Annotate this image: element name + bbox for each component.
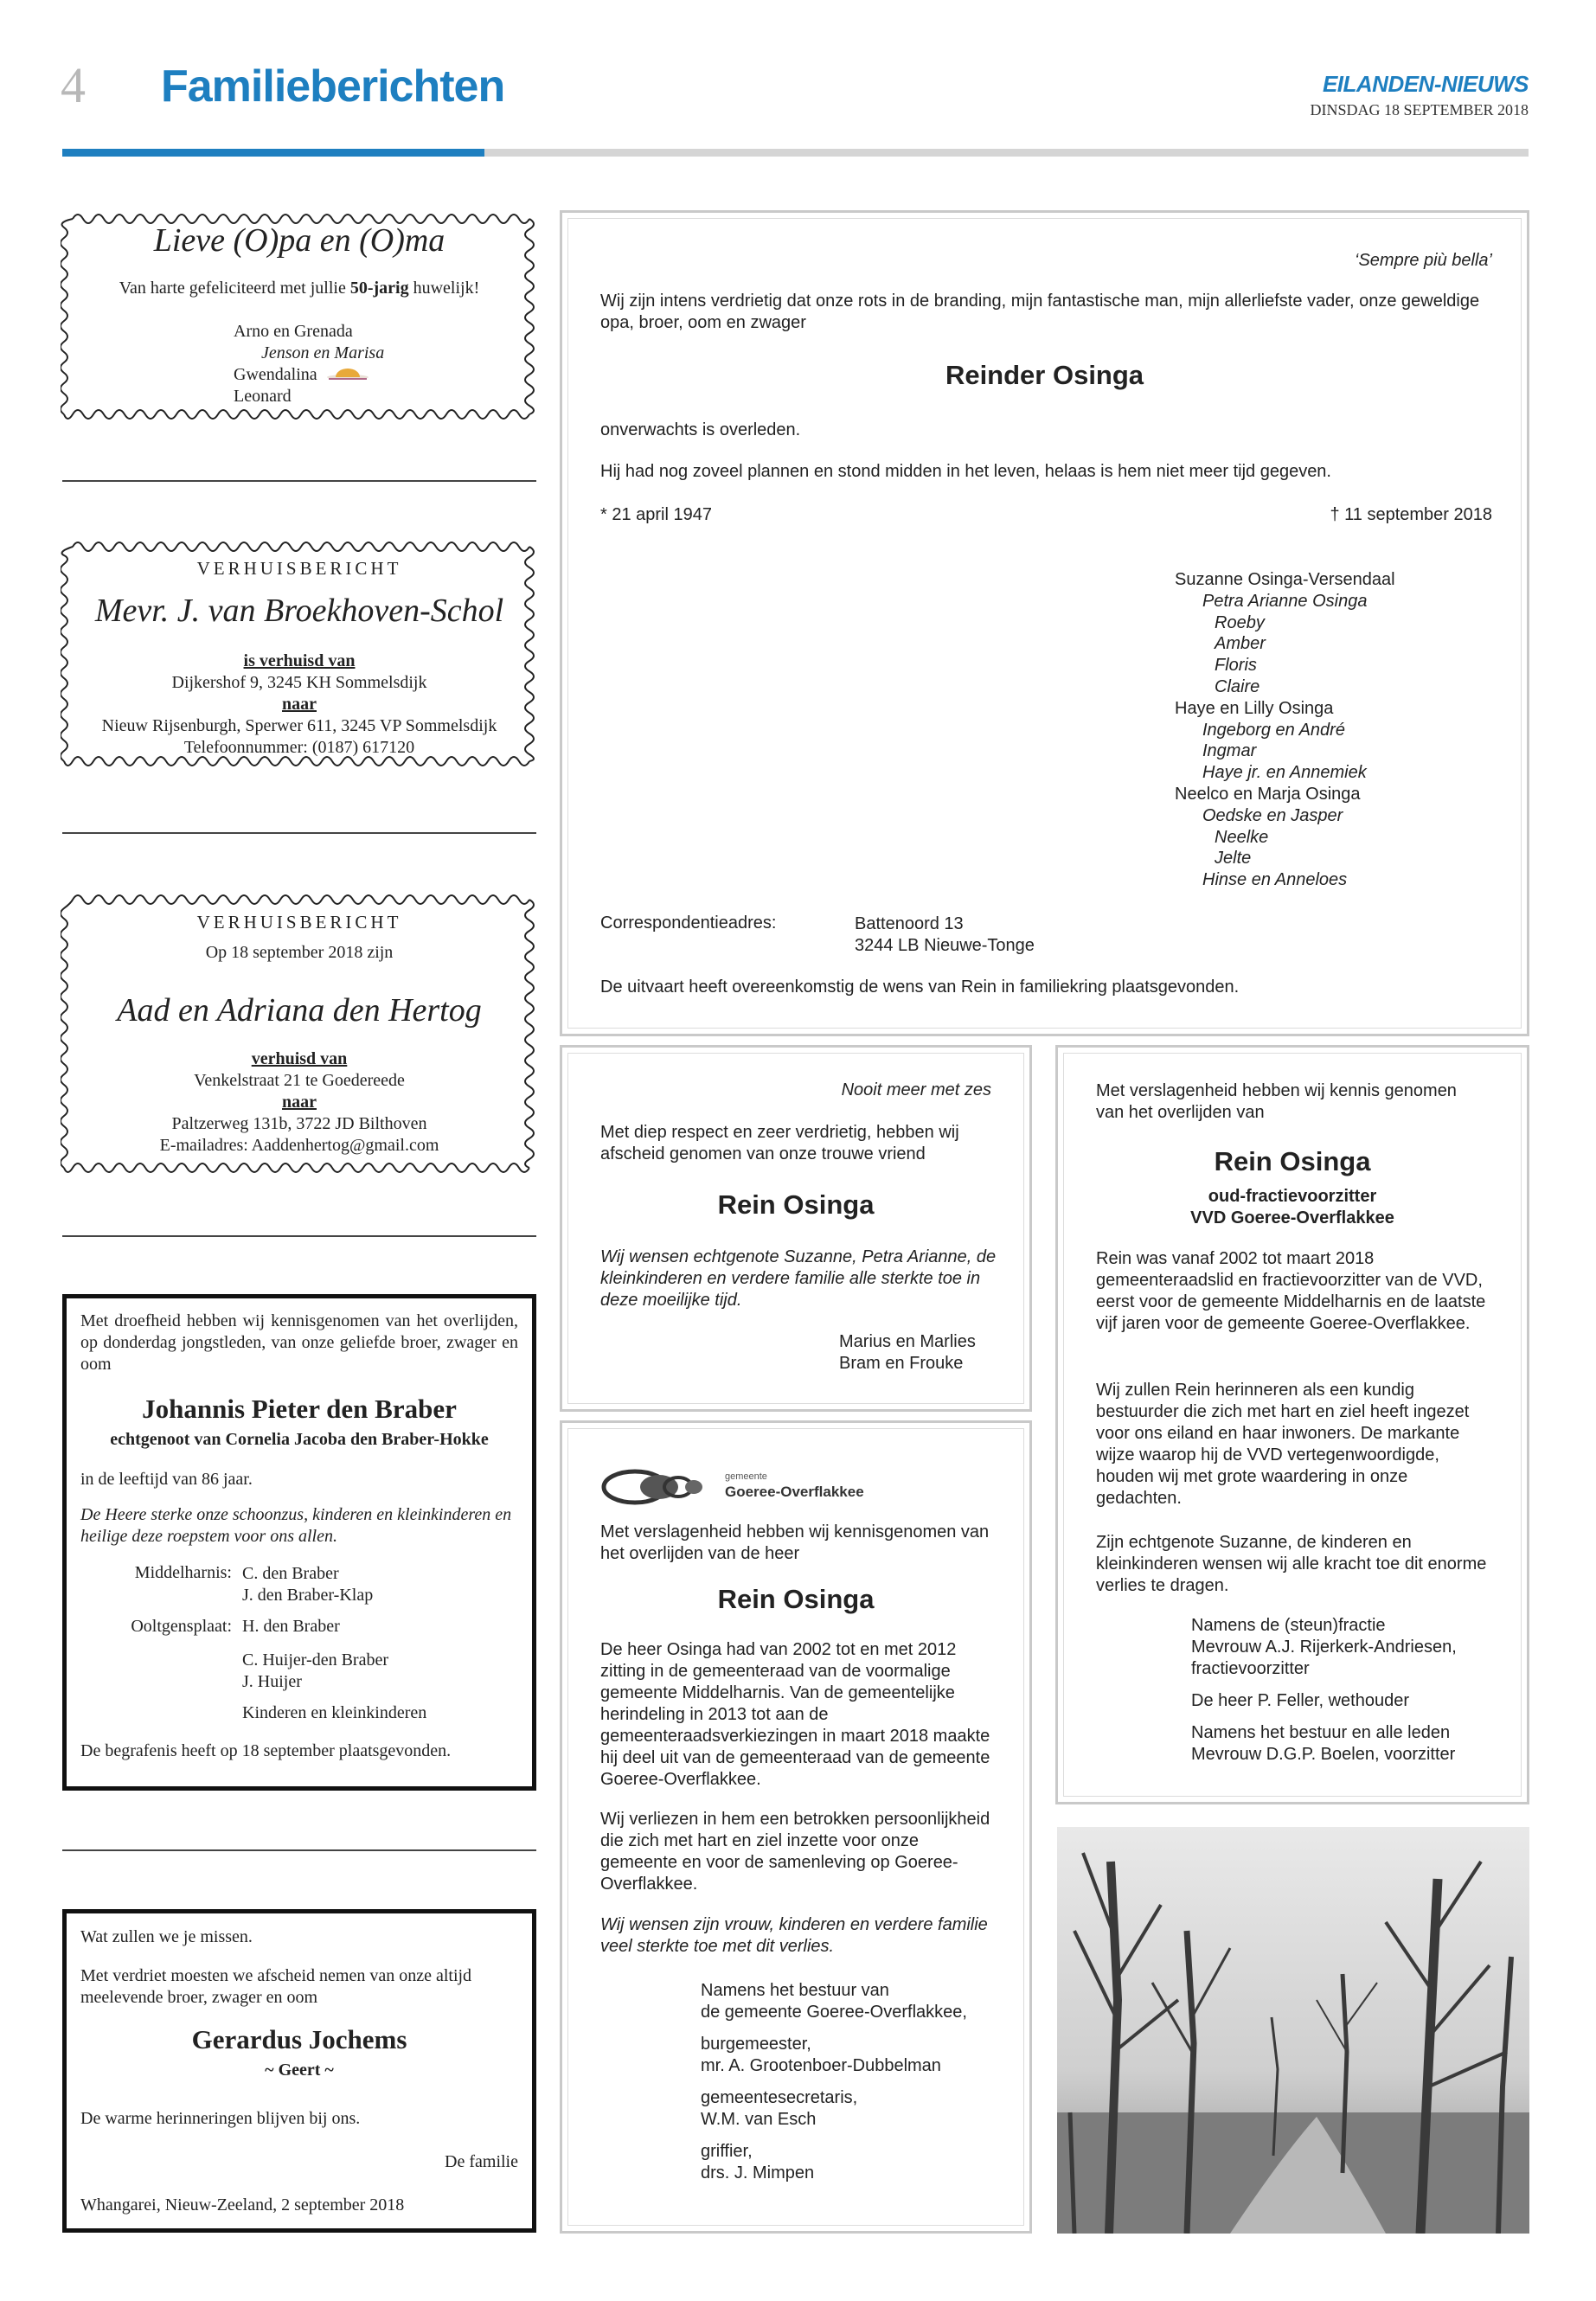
ad-vvd — [1055, 1045, 1529, 1804]
verhuis-1-body — [64, 651, 535, 759]
from-address: Dijkershof 9, 3245 KH Sommelsdijk — [171, 673, 427, 692]
jochems-line1: Wat zullen we je missen. — [80, 1927, 253, 1946]
verhuis-1-name: Mevr. J. van Broekhoven-Schol — [94, 593, 504, 629]
name-line: Arno en Grenada — [234, 322, 353, 341]
greeting-bold: 50-jarig — [349, 279, 409, 298]
verhuis-1-label: VERHUISBERICHT — [196, 558, 402, 579]
municipality-name: Rein Osinga — [717, 1584, 875, 1614]
newspaper-logo: EILANDEN-NIEUWS — [1322, 71, 1529, 97]
to-label: naar — [282, 1093, 317, 1112]
jochems-place-date: Whangarei, Nieuw-Zeeland, 2 september 2018 — [80, 2195, 405, 2214]
corr-line: Battenoord 13 — [855, 914, 964, 933]
jochems-signed: De familie — [445, 2152, 518, 2171]
friend-motto: Nooit meer met zes — [841, 1080, 991, 1099]
section-title: Familieberichten — [161, 61, 505, 112]
friend-wish: Wij wensen echtgenote Suzanne, Petra Arianne, de kleinkinderen en verdere familie alle sterkte toe in deze moeilijke tijd. — [600, 1247, 997, 1310]
vvd-intro: Met verslagenheid hebben wij kennis genomen van het overlijden van — [1096, 1081, 1457, 1122]
page-number: 4 — [61, 57, 86, 113]
corr-line: 3244 LB Nieuwe-Tonge — [855, 936, 1035, 955]
municipality-signatures — [701, 1980, 967, 2184]
ad-den-braber — [62, 1294, 536, 1791]
den-braber-age: in de leeftijd van 86 jaar. — [80, 1470, 253, 1489]
municipality-p1: De heer Osinga had van 2002 tot en met 2012 zitting in de gemeenteraad van de voormalige gemeente Middelharnis. Van de gemeentelijke herindeling in 2013 tot aan de gemeenteraadsverkiezingen in maart 2018 maakte hij deel uit van de gemeenteraad van de gemeente Goeree-Overflakkee. — [600, 1640, 990, 1789]
family-member: Jelte — [1215, 849, 1252, 868]
signature-line: Namens de (steun)fractie — [1191, 1616, 1386, 1635]
vvd-signatures — [1191, 1615, 1457, 1766]
signature-line: mr. A. Grootenboer-Dubbelman — [701, 2056, 941, 2075]
moved-from-label: verhuisd van — [251, 1049, 348, 1068]
jochems-line2: Met verdriet moesten we afscheid nemen van onze altijd meelevende broer, zwager en oom — [80, 1966, 472, 2007]
municipality-logo-small: gemeente — [725, 1471, 767, 1482]
main-born: * 21 april 1947 — [600, 505, 712, 524]
friend-name: Rein Osinga — [717, 1189, 875, 1220]
verhuis-2-date: Op 18 september 2018 zijn — [205, 943, 394, 962]
signature-line: W.M. van Esch — [701, 2110, 817, 2129]
ad-jochems — [62, 1909, 536, 2233]
family-member: Haye jr. en Annemiek — [1202, 763, 1367, 783]
forest-photo — [1057, 1827, 1529, 2234]
municipality-intro: Met verslagenheid hebben wij kennisgenomen van het overlijden van de heer — [600, 1522, 990, 1563]
main-name: Reinder Osinga — [945, 360, 1144, 390]
ad-reinder-osinga — [560, 210, 1529, 1036]
family-member: Amber — [1215, 634, 1266, 654]
name-line: Leonard — [234, 387, 292, 406]
relative-name: C. den Braber — [242, 1564, 339, 1583]
ooltgensplaat-names: H. den Braber — [242, 1617, 340, 1636]
verhuis-2-body — [64, 1048, 535, 1157]
role-line: VVD Goeree-Overflakkee — [1190, 1208, 1394, 1227]
relative-name: J. Huijer — [242, 1672, 302, 1691]
family-member: Ingmar — [1202, 741, 1257, 761]
verhuis-2-name: Aad en Adriana den Hertog — [117, 992, 482, 1029]
name-line: Gwendalina — [234, 364, 384, 386]
from-address: Venkelstraat 21 te Goedereede — [194, 1071, 405, 1090]
den-braber-intro: Met droefheid hebben wij kennisgenomen van het overlijden, op donderdag jongstleden, van onze geliefde broer, zwager en oom — [80, 1311, 518, 1374]
municipality-p2: Wij verliezen in hem een betrokken persoonlijkheid die zich met hart en ziel inzette voor onze gemeente en voor de samenleving op Goeree-Overflakkee. — [600, 1810, 990, 1894]
jochems-name: Gerardus Jochems — [191, 2024, 407, 2054]
family-member: Oedske en Jasper — [1202, 805, 1343, 825]
signature-line: burgemeester, — [701, 2035, 811, 2054]
family-member: Floris — [1215, 656, 1257, 676]
vvd-name: Rein Osinga — [1214, 1146, 1371, 1176]
family-member: Petra Arianne Osinga — [1202, 591, 1368, 611]
role-line: oud-fractievoorzitter — [1208, 1187, 1377, 1206]
corr-label: Correspondentieadres: — [600, 913, 777, 933]
vvd-p3: Zijn echtgenote Suzanne, de kinderen en kleinkinderen wensen wij alle kracht toe dit enorme verlies te dragen. — [1096, 1533, 1487, 1595]
anniversary-names — [234, 321, 384, 407]
separator — [62, 832, 536, 834]
relative-name: J. den Braber-Klap — [242, 1586, 374, 1605]
signature-line: Mevrouw D.G.P. Boelen, voorzitter — [1191, 1745, 1456, 1764]
verhuis-2-label: VERHUISBERICHT — [196, 912, 402, 933]
ad-municipality — [560, 1420, 1032, 2234]
header-rule-blue — [62, 149, 484, 157]
signature-line: de gemeente Goeree-Overflakkee, — [701, 2003, 967, 2022]
vvd-role — [1058, 1186, 1527, 1229]
name-line: Jenson en Marisa — [261, 343, 385, 362]
sunset-icon — [325, 366, 370, 385]
den-braber-subtitle: echtgenoot van Cornelia Jacoba den Braber-Hokke — [110, 1430, 489, 1449]
signature-line: Marius en Marlies — [839, 1332, 976, 1351]
place-ooltgensplaat: Ooltgensplaat: — [131, 1617, 232, 1636]
main-motto: ‘Sempre più bella’ — [1355, 251, 1492, 270]
jochems-memory: De warme herinneringen blijven bij ons. — [80, 2109, 361, 2128]
greeting-text-end: huwelijk! — [408, 279, 480, 298]
to-address: Nieuw Rijsenburgh, Sperwer 611, 3245 VP Sommelsdijk — [101, 716, 497, 735]
municipality-logo-icon — [599, 1461, 715, 1513]
email: E-mailadres: Aaddenhertog@gmail.com — [159, 1136, 439, 1155]
signature-line: griffier, — [701, 2142, 753, 2161]
signature-line: De heer P. Feller, wethouder — [1191, 1691, 1410, 1710]
phone: Telefoonnummer: (0187) 617120 — [183, 738, 415, 757]
family-member: Haye en Lilly Osinga — [1175, 698, 1334, 718]
separator — [62, 1235, 536, 1237]
signature-line: Namens het bestuur en alle leden — [1191, 1723, 1451, 1742]
signature-line: Bram en Frouke — [839, 1354, 964, 1373]
family-member: Suzanne Osinga-Versendaal — [1175, 570, 1395, 589]
family-list — [1175, 569, 1395, 891]
signature-line: gemeentesecretaris, — [701, 2088, 858, 2107]
signature-line: fractievoorzitter — [1191, 1659, 1310, 1678]
place-middelharnis: Middelharnis: — [134, 1563, 232, 1582]
den-braber-verse: De Heere sterke onze schoonzus, kinderen en kleinkinderen en heilige deze roepstem voor ons allen. — [80, 1505, 512, 1546]
relative-name: C. Huijer-den Braber — [242, 1650, 388, 1670]
family-member: Hinse en Anneloes — [1202, 870, 1348, 890]
other-relatives — [242, 1650, 388, 1693]
signature-line: drs. J. Mimpen — [701, 2163, 815, 2182]
main-intro: Wij zijn intens verdrietig dat onze rots in de branding, mijn fantastische man, mijn allerliefste vader, onze geweldige opa, broer, oom en zwager — [600, 292, 1480, 332]
middelharnis-names — [242, 1563, 373, 1606]
main-death-date: † 11 september 2018 — [1330, 505, 1492, 524]
issue-date: DINSDAG 18 SEPTEMBER 2018 — [1310, 101, 1529, 119]
municipality-p3: Wij wensen zijn vrouw, kinderen en verdere familie veel sterkte toe met dit verlies. — [600, 1915, 988, 1956]
separator — [62, 480, 536, 482]
family-member: Claire — [1215, 676, 1260, 696]
family-member: Roeby — [1215, 612, 1265, 632]
main-plans: Hij had nog zoveel plannen en stond midden in het leven, helaas is hem niet meer tijd gegeven. — [600, 462, 1331, 481]
separator — [62, 1849, 536, 1851]
kids-line: Kinderen en kleinkinderen — [242, 1703, 427, 1722]
friend-signature — [839, 1331, 976, 1375]
den-braber-name: Johannis Pieter den Braber — [142, 1394, 457, 1424]
vvd-p1: Rein was vanaf 2002 tot maart 2018 gemeenteraadslid en fractievoorzitter van de VVD, eerst voor de gemeente Middelharnis en de laatste vijf jaren voor de gemeente Goeree-Overflakkee. — [1096, 1249, 1486, 1333]
signature-line: Namens het bestuur van — [701, 1981, 889, 2000]
signature-line: Mevrouw A.J. Rijerkerk-Andriesen, — [1191, 1638, 1457, 1657]
main-funeral: De uitvaart heeft overeenkomstig de wens van Rein in familiekring plaatsgevonden. — [600, 977, 1240, 997]
family-member: Neelco en Marja Osinga — [1175, 784, 1361, 804]
family-member: Ingeborg en André — [1202, 720, 1345, 740]
greeting-text: Van harte gefeliciteerd met jullie — [119, 279, 350, 298]
jochems-nickname: ~ Geert ~ — [265, 2061, 334, 2080]
corr-address — [855, 913, 1035, 957]
to-label: naar — [282, 695, 317, 714]
to-address: Paltzerweg 131b, 3722 JD Bilthoven — [171, 1114, 427, 1133]
main-died: onverwachts is overleden. — [600, 420, 801, 439]
anniversary-greeting — [64, 279, 535, 298]
friend-intro: Met diep respect en zeer verdrietig, hebben wij afscheid genomen van onze trouwe vriend — [600, 1123, 959, 1163]
family-member: Neelke — [1215, 827, 1269, 847]
municipality-logo-text: Goeree-Overflakkee — [725, 1484, 864, 1500]
den-braber-funeral: De begrafenis heeft op 18 september plaatsgevonden. — [80, 1741, 452, 1760]
moved-from-label: is verhuisd van — [243, 651, 356, 670]
anniversary-title: Lieve (O)pa en (O)ma — [153, 222, 445, 259]
vvd-p2: Wij zullen Rein herinneren als een kundig bestuurder die zich met hart en ziel heeft ingezet voor ons eiland en haar inwoners. De markante wijze waarop hij de VVD vertegenwoordigde, houden wij met grote waardering in onze gedachten. — [1096, 1381, 1470, 1508]
ad-friend — [560, 1045, 1032, 1412]
